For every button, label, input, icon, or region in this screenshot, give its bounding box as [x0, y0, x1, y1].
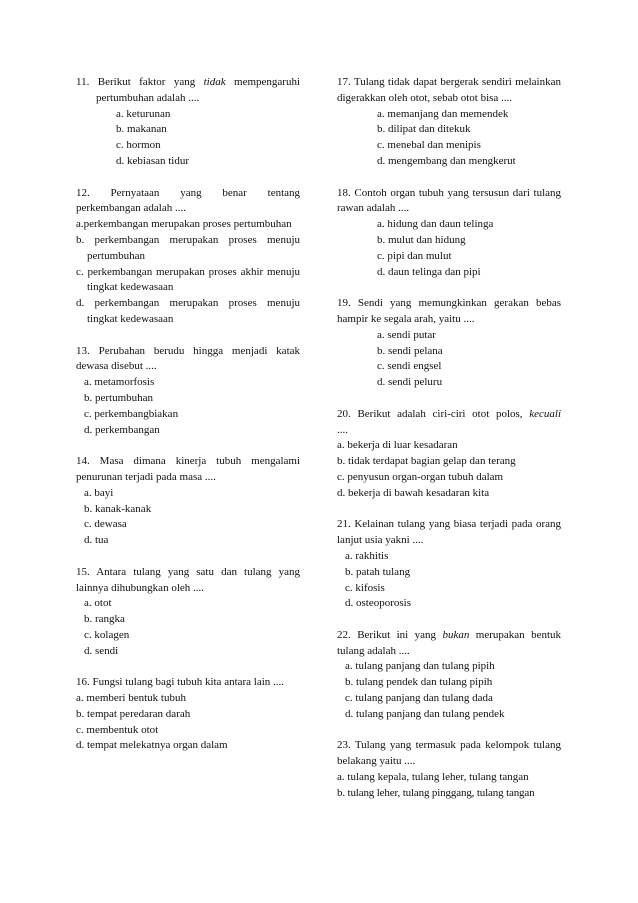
option-a[interactable]: a. memanjang dan memendek: [377, 107, 509, 120]
question-stem: [76, 186, 300, 202]
question-number: 13.: [76, 344, 90, 357]
option-a[interactable]: a. rakhitis: [345, 549, 389, 562]
option-c[interactable]: c. kifosis: [345, 581, 385, 594]
question-number: 20.: [337, 407, 351, 420]
option-d[interactable]: d. osteoporosis: [345, 597, 411, 610]
option-b[interactable]: b. tidak terdapat bagian gelap dan terang: [337, 455, 516, 468]
stem-text: Antara tulang yang satu dan tulang yang lainnya dihubungkan oleh ....: [76, 565, 300, 594]
option-c[interactable]: c. perkembangbiakan: [84, 407, 179, 420]
stem-emphasis: tidak: [203, 76, 226, 88]
option-d[interactable]: d. perkembangan merupakan proses menuju tingkat kedewasaan: [76, 297, 300, 325]
question-number: 11.: [76, 76, 90, 88]
option-a[interactable]: a. otot: [84, 597, 112, 610]
stem-text: Perubahan berudu hingga menjadi katak dewasa disebut ....: [76, 344, 301, 373]
question-number: 12.: [76, 186, 90, 199]
question-stem: [337, 407, 561, 423]
question-23: [337, 738, 561, 801]
option-c[interactable]: c. perkembangan merupakan proses akhir menuju tingkat kedewasaan: [76, 265, 300, 294]
stem-text: Contoh organ tubuh yang tersusun dari tulang rawan adalah ....: [337, 186, 562, 215]
question-18: [337, 186, 561, 281]
question-number: 18.: [337, 186, 351, 199]
option-a[interactable]: a. hidung dan daun telinga: [377, 218, 494, 231]
option-b[interactable]: b. sendi pelana: [377, 344, 443, 357]
option-d[interactable]: d. sendi peluru: [377, 376, 443, 389]
option-c[interactable]: c. hormon: [116, 139, 161, 152]
stem-text: Fungsi tulang bagi tubuh kita antara lain ....: [92, 676, 285, 689]
option-d[interactable]: d. mengembang dan mengkerut: [377, 154, 516, 167]
option-c[interactable]: c. dewasa: [84, 518, 127, 531]
option-c[interactable]: c. pipi dan mulut: [377, 249, 452, 262]
option-a[interactable]: a. keturunan: [116, 107, 171, 120]
option-c[interactable]: c. sendi engsel: [377, 360, 442, 373]
question-stem: [337, 517, 561, 549]
option-b[interactable]: b. perkembangan merupakan proses menuju pertumbuhan: [76, 233, 300, 262]
option-b[interactable]: b. mulut dan hidung: [377, 233, 466, 246]
question-stem: [337, 75, 561, 107]
option-c[interactable]: c. penyusun organ-organ tubuh dalam: [337, 470, 504, 483]
option-b[interactable]: b. kanak-kanak: [84, 502, 152, 515]
stem-word: Pernyataan: [110, 186, 160, 199]
option-d[interactable]: d. perkembangan: [84, 423, 160, 436]
question-19: [337, 296, 561, 391]
option-a[interactable]: a.perkembangan merupakan proses pertumbuhan: [76, 218, 292, 231]
question-21: [337, 517, 561, 612]
stem-text: Sendi yang memungkinkan gerakan bebas hampir ke segala arah, yaitu ....: [337, 297, 561, 325]
option-b[interactable]: b. tulang leher, tulang pinggang, tulang tangan: [337, 786, 535, 799]
question-stem: [76, 675, 300, 691]
option-b[interactable]: b. patah tulang: [345, 565, 411, 578]
option-a[interactable]: a. tulang kepala, tulang leher, tulang tangan: [337, 771, 529, 784]
option-c[interactable]: c. menebal dan menipis: [377, 139, 481, 152]
stem-text: merupakan bentuk: [475, 628, 562, 641]
right-column: [337, 75, 561, 802]
question-stem: [76, 454, 300, 486]
question-number: 14.: [76, 455, 90, 468]
stem-text: Berikut faktor yang: [97, 76, 196, 88]
option-a[interactable]: a. metamorfosis: [84, 376, 155, 389]
question-16: [76, 675, 300, 754]
stem-text: mempengaruhi: [234, 76, 300, 88]
question-stem: [337, 738, 561, 770]
question-20: [337, 407, 561, 502]
stem-text: Tulang yang termasuk pada kelompok tulang belakang yaitu ....: [337, 739, 561, 768]
question-stem: [76, 75, 300, 91]
option-c[interactable]: c. tulang panjang dan tulang dada: [345, 692, 493, 705]
stem-word: tentang: [267, 186, 301, 199]
stem-text: Tulang tidak dapat bergerak sendiri melainkan digerakkan oleh otot, sebab otot bisa ....: [337, 76, 561, 104]
option-b[interactable]: b. makanan: [116, 123, 167, 136]
option-d[interactable]: d. tempat melekatnya organ dalam: [76, 739, 228, 752]
stem-emphasis: kecuali: [529, 407, 561, 420]
option-d[interactable]: d. bekerja di bawah kesadaran kita: [337, 486, 490, 499]
question-17: [337, 75, 561, 170]
option-b[interactable]: b. rangka: [84, 613, 125, 626]
option-d[interactable]: d. sendi: [84, 644, 119, 657]
option-d[interactable]: d. kebiasan tidur: [116, 154, 190, 167]
option-b[interactable]: b. dilipat dan ditekuk: [377, 123, 471, 136]
left-column: [76, 75, 300, 754]
question-13: [76, 344, 300, 439]
stem-word: yang: [180, 186, 202, 199]
question-stem: [337, 628, 561, 644]
option-d[interactable]: d. tua: [84, 534, 109, 547]
question-14: [76, 454, 300, 549]
stem-text: Berikut ini yang: [357, 628, 437, 641]
question-number: 17.: [337, 76, 351, 88]
stem-text: Masa dimana kinerja tubuh mengalami penurunan terjadi pada masa ....: [76, 455, 301, 483]
stem-line: ....: [337, 423, 348, 436]
question-number: 23.: [337, 739, 351, 752]
question-stem: [76, 344, 300, 376]
stem-line: pertumbuhan adalah ....: [96, 91, 200, 104]
question-22: [337, 628, 561, 723]
option-d[interactable]: d. tulang panjang dan tulang pendek: [345, 707, 505, 720]
option-c[interactable]: c. membentuk otot: [76, 723, 159, 736]
option-a[interactable]: a. tulang panjang dan tulang pipih: [345, 660, 495, 673]
question-12: [76, 186, 300, 328]
option-b[interactable]: b. tulang pendek dan tulang pipih: [345, 676, 493, 689]
stem-text: Berikut adalah ciri-ciri otot polos,: [357, 407, 523, 420]
question-number: 19.: [337, 297, 351, 310]
question-number: 15.: [76, 565, 90, 578]
question-15: [76, 565, 300, 660]
question-stem: [76, 565, 300, 597]
option-d[interactable]: d. daun telinga dan pipi: [377, 265, 481, 278]
option-b[interactable]: b. pertumbuhan: [84, 391, 154, 404]
question-stem: [337, 186, 561, 218]
option-c[interactable]: c. kolagen: [84, 628, 130, 641]
question-number: 21.: [337, 518, 351, 531]
question-stem: [337, 296, 561, 328]
option-a[interactable]: a. sendi putar: [377, 328, 436, 341]
question-number: 16.: [76, 676, 90, 689]
question-11: [76, 75, 300, 170]
option-b[interactable]: b. tempat peredaran darah: [76, 707, 191, 720]
stem-emphasis: bukan: [442, 628, 470, 641]
stem-line: tulang adalah ....: [337, 644, 410, 657]
question-number: 22.: [337, 628, 351, 641]
stem-line: perkembangan adalah ....: [76, 202, 186, 215]
stem-word: benar: [222, 186, 247, 199]
option-a[interactable]: a. bayi: [84, 486, 114, 499]
stem-text: Kelainan tulang yang biasa terjadi pada orang lanjut usia yakni ....: [337, 518, 561, 547]
option-a[interactable]: a. bekerja di luar kesadaran: [337, 439, 458, 452]
option-a[interactable]: a. memberi bentuk tubuh: [76, 692, 186, 705]
